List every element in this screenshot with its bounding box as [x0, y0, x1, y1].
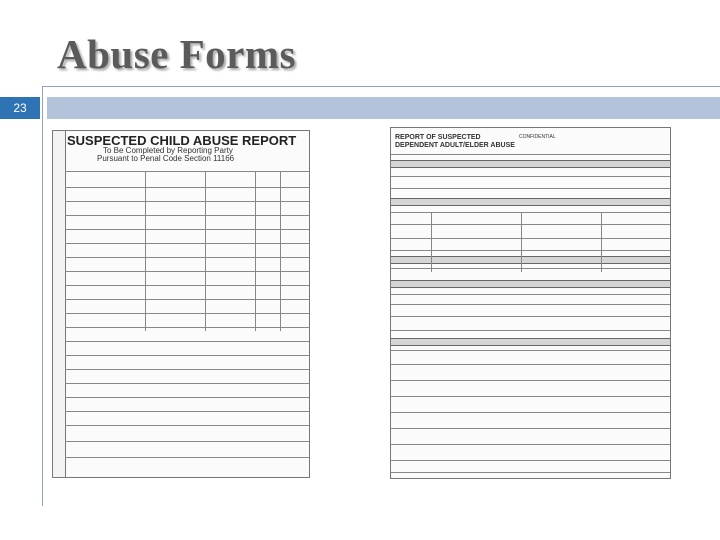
form-grid: [391, 154, 670, 478]
form-grid: [65, 171, 309, 477]
title-divider: [42, 86, 720, 87]
slide-title: Abuse Forms: [57, 31, 296, 77]
form-title: REPORT OF SUSPECTED: [395, 134, 481, 141]
left-rule: [42, 86, 43, 506]
form-title: SUSPECTED CHILD ABUSE REPORT: [67, 133, 297, 148]
confidential-label: CONFIDENTIAL: [519, 134, 556, 140]
elder-abuse-report-form: [390, 127, 671, 479]
header-accent-bar: [47, 97, 720, 119]
slide-number: 23: [13, 101, 27, 115]
child-abuse-report-form: [52, 130, 310, 478]
form-title-2: DEPENDENT ADULT/ELDER ABUSE: [395, 142, 515, 149]
form-subtitle: To Be Completed by Reporting Party: [103, 146, 233, 155]
form-header: [67, 134, 296, 163]
form-subtitle-2: Pursuant to Penal Code Section 11166: [97, 154, 235, 163]
form-header: [395, 134, 515, 150]
